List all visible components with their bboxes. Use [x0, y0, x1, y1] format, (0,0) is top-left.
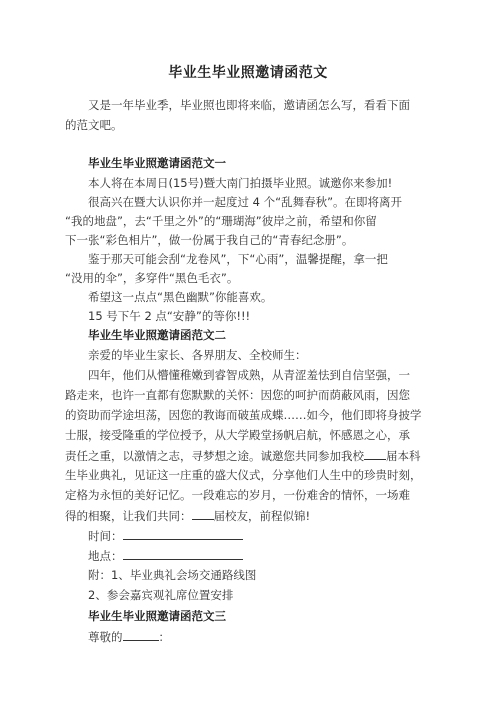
blank-underline — [192, 508, 214, 520]
section2-line-text: 得的相聚，让我们共同： — [65, 509, 192, 523]
section2-line: 定格为永恒的美好记忆。一段难忘的岁月，一份难舍的情怀，一场难 — [65, 488, 410, 502]
attachment-line: 附：1、毕业典礼会场交通路线图 — [88, 568, 257, 582]
section1-line: 15 号下午 2 点“安静”的等你!!! — [88, 309, 251, 323]
section2-line: 路走来，也许一直都有您默默的关怀：因您的呵护而荫蔽风雨，因您 — [65, 388, 410, 402]
section2-line-text: 届校友，前程似锦! — [213, 509, 311, 523]
section2-line: 四年，他们从懵懂稚嫩到睿智成熟，从青涩羞怯到自信坚强，一 — [88, 368, 410, 382]
section1-line: “我的地盘”，去“千里之外”的“珊瑚海”彼岸之前，希望和你留 — [65, 214, 377, 228]
section2-line-text: 届本科 — [386, 449, 421, 463]
section1-line: 希望这一点点“黑色幽默”你能喜欢。 — [88, 290, 273, 304]
blank-underline — [364, 448, 386, 460]
section1-line: 很高兴在暨大认识你并一起度过 4 个“乱舞春秋”。在即将离开 — [88, 195, 403, 209]
section2-line: 士服，接受隆重的学位授予，从大学殿堂扬帆启航，怀感恩之心，承 — [65, 428, 410, 442]
salutation-line — [88, 629, 170, 644]
salutation-blank — [123, 629, 159, 641]
section2-line — [65, 448, 421, 463]
section2-line: 生毕业典礼，见证这一庄重的盛大仪式，分享他们人生中的珍贵时刻， — [65, 468, 422, 482]
time-label: 时间： — [88, 529, 123, 543]
salutation-suffix: ： — [158, 630, 170, 644]
section3-heading: 毕业生毕业照邀请函范文三 — [88, 609, 226, 623]
section1-line: 下一张“彩色相片”，做一份属于我自己的“青春纪念册”。 — [65, 233, 354, 247]
section1-line: 鉴于那天可能会刮“龙卷风”，下“心雨”，温馨提醒，拿一把 — [88, 252, 388, 266]
section2-line — [65, 508, 310, 523]
place-field — [88, 548, 243, 563]
salutation-prefix: 尊敬的 — [88, 630, 123, 644]
section2-line: 的资助而学途坦荡，因您的教诲而破茧成蝶……如今，他们即将身披学 — [65, 408, 422, 422]
intro-line-2: 的范文吧。 — [65, 118, 123, 132]
section1-line: “没用的伞”，多穿件“黑色毛衣”。 — [65, 271, 239, 285]
time-field — [88, 528, 243, 543]
document-title: 毕业生毕业照邀请函范文 — [168, 65, 328, 81]
section2-line: 亲爱的毕业生家长、各界朋友、全校师生： — [88, 348, 307, 362]
section2-heading: 毕业生毕业照邀请函范文二 — [88, 328, 226, 342]
section2-line-text: 责任之重，以激情之志，寻梦想之途。诚邀您共同参加我校 — [65, 449, 364, 463]
attachment-line: 2、参会嘉宾观礼席位置安排 — [88, 588, 234, 602]
section1-line: 本人将在本周日(15号)暨大南门拍摄毕业照。诚邀你来参加! — [88, 176, 393, 190]
place-blank — [123, 548, 243, 560]
place-label: 地点： — [88, 549, 123, 563]
intro-line-1: 又是一年毕业季，毕业照也即将来临，邀请函怎么写，看看下面 — [88, 98, 410, 112]
section1-heading: 毕业生毕业照邀请函范文一 — [88, 156, 226, 170]
time-blank — [123, 528, 243, 540]
